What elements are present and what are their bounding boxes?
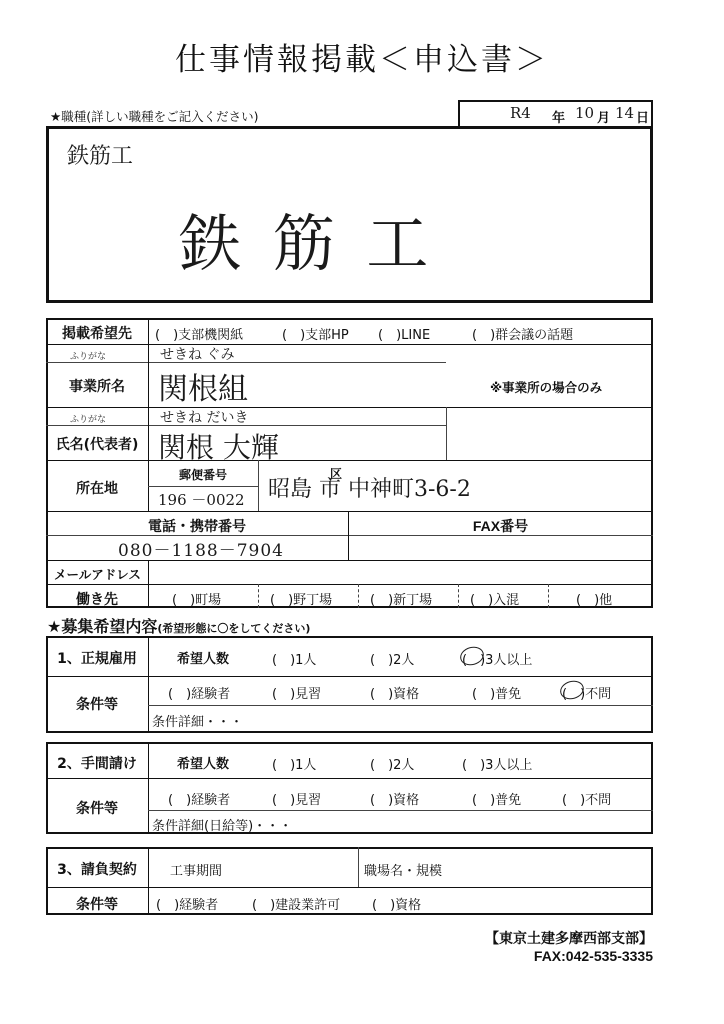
email-field[interactable] [150, 562, 650, 582]
phone-label: 電話・携帯番号 [148, 519, 246, 535]
sec3-cond-license[interactable]: ( )資格 [372, 898, 422, 913]
sec2-detail-label[interactable]: 条件詳細(日給等)・・・ [152, 819, 293, 834]
date-year-hand: R4 [510, 104, 531, 122]
sec3-cond-permit[interactable]: ( )建設業許可 [252, 898, 341, 913]
workplace-option-shinchoba[interactable]: ( )新丁場 [370, 593, 433, 608]
publish-option-line[interactable]: ( )LINE [378, 328, 431, 343]
publish-label: 掲載希望先 [62, 326, 132, 342]
footer-fax: FAX:042-535-3335 [533, 948, 653, 964]
sec2-count-2[interactable]: ( )2人 [370, 758, 415, 773]
date-month-label: 月 [597, 111, 611, 126]
ward-label: 区 [330, 467, 343, 481]
date-year-label: 年 [552, 111, 566, 126]
workplace-option-other[interactable]: ( )他 [576, 593, 613, 608]
sec1-count-1[interactable]: ( )1人 [272, 653, 317, 668]
phone-hand[interactable]: 080－1188－7904 [118, 541, 284, 561]
fax-label: FAX番号 [472, 518, 529, 534]
sec2-cond-experienced[interactable]: ( )経験者 [168, 793, 231, 808]
rep-label: 氏名(代表者) [55, 437, 139, 453]
sec3-job-label: 職場名・規模 [364, 864, 443, 879]
company-furigana-label: ふりがな [70, 352, 107, 362]
job-type-small-hand: 鉄筋工 [67, 144, 134, 169]
rep-name-hand[interactable]: 関根 大輝 [158, 431, 279, 464]
sec1-count-label: 希望人数 [176, 652, 229, 667]
postal-hand[interactable]: 196 －0022 [158, 491, 245, 509]
email-label: メールアドレス [54, 567, 141, 582]
sec2-cond-license[interactable]: ( )資格 [370, 793, 420, 808]
sec2-count-label: 希望人数 [176, 757, 229, 772]
sec3-cond-label: 条件等 [76, 897, 118, 913]
company-label: 事業所名 [69, 379, 125, 395]
job-type-box[interactable] [46, 126, 653, 303]
sec1-cond-apprentice[interactable]: ( )見習 [272, 687, 322, 702]
sec1-count-2[interactable]: ( )2人 [370, 653, 415, 668]
sec1-cond-license[interactable]: ( )資格 [370, 687, 420, 702]
company-name-hand[interactable]: 関根組 [158, 372, 248, 407]
workplace-option-machiba[interactable]: ( )町場 [172, 593, 222, 608]
workplace-option-irikomi[interactable]: ( )入混 [470, 593, 520, 608]
sec1-cond-label: 条件等 [76, 697, 118, 713]
sec1-label: 1、正規雇用 [57, 651, 137, 667]
sec1-cond-driver[interactable]: ( )普免 [472, 687, 522, 702]
job-type-note: ★職種(詳しい職種をご記入ください) [50, 109, 259, 124]
job-type-big-hand: 鉄 筋 工 [179, 207, 435, 280]
company-note: ※事業所の場合のみ [490, 380, 603, 395]
recruit-heading-note: (希望形態に〇をしてください) [157, 622, 311, 635]
recruit-heading-text: ★募集希望内容 [47, 617, 158, 636]
sec2-count-3plus[interactable]: ( )3人以上 [462, 758, 533, 773]
workplace-label: 働き先 [76, 592, 118, 608]
sec2-cond-apprentice[interactable]: ( )見習 [272, 793, 322, 808]
publish-option-hp[interactable]: ( )支部HP [282, 328, 349, 343]
sec1-count-3plus[interactable]: ( )3人以上 [462, 653, 533, 668]
rep-furigana-label: ふりがな [70, 415, 107, 425]
address-hand[interactable]: 昭島 市 中神町3-6-2 [268, 477, 471, 502]
recruit-heading [47, 614, 310, 637]
sec1-cond-experienced[interactable]: ( )経験者 [168, 687, 231, 702]
workplace-option-nochoba[interactable]: ( )野丁場 [270, 593, 333, 608]
page-title: 仕事情報掲載＜申込書＞ [175, 42, 549, 78]
publish-option-meeting[interactable]: ( )群会議の話題 [472, 328, 574, 343]
date-box [458, 100, 653, 128]
fax-field[interactable] [350, 537, 650, 559]
publish-option-newsletter[interactable]: ( )支部機関紙 [155, 328, 244, 343]
postal-label: 郵便番号 [178, 468, 227, 482]
sec1-detail-label[interactable]: 条件詳細・・・ [152, 715, 244, 730]
footer-org: 【東京土建多摩西部支部】 [485, 931, 653, 947]
date-day-hand: 14 [615, 104, 635, 122]
sec2-cond-driver[interactable]: ( )普免 [472, 793, 522, 808]
sec3-label: 3、請負契約 [57, 862, 137, 878]
sec2-label: 2、手間請け [57, 756, 137, 772]
sec2-count-1[interactable]: ( )1人 [272, 758, 317, 773]
company-furigana-hand[interactable]: せきね ぐみ [160, 347, 235, 363]
sec2-cond-label: 条件等 [76, 801, 118, 817]
date-day-label: 日 [636, 111, 650, 126]
sec3-period-label: 工事期間 [170, 864, 223, 879]
date-month-hand: 10 [575, 104, 595, 122]
sec1-cond-any[interactable]: ( )不問 [562, 687, 612, 702]
sec3-cond-experienced[interactable]: ( )経験者 [156, 898, 219, 913]
address-label: 所在地 [76, 481, 118, 497]
sec2-cond-any[interactable]: ( )不問 [562, 793, 612, 808]
rep-furigana-hand[interactable]: せきね だいき [160, 410, 249, 426]
